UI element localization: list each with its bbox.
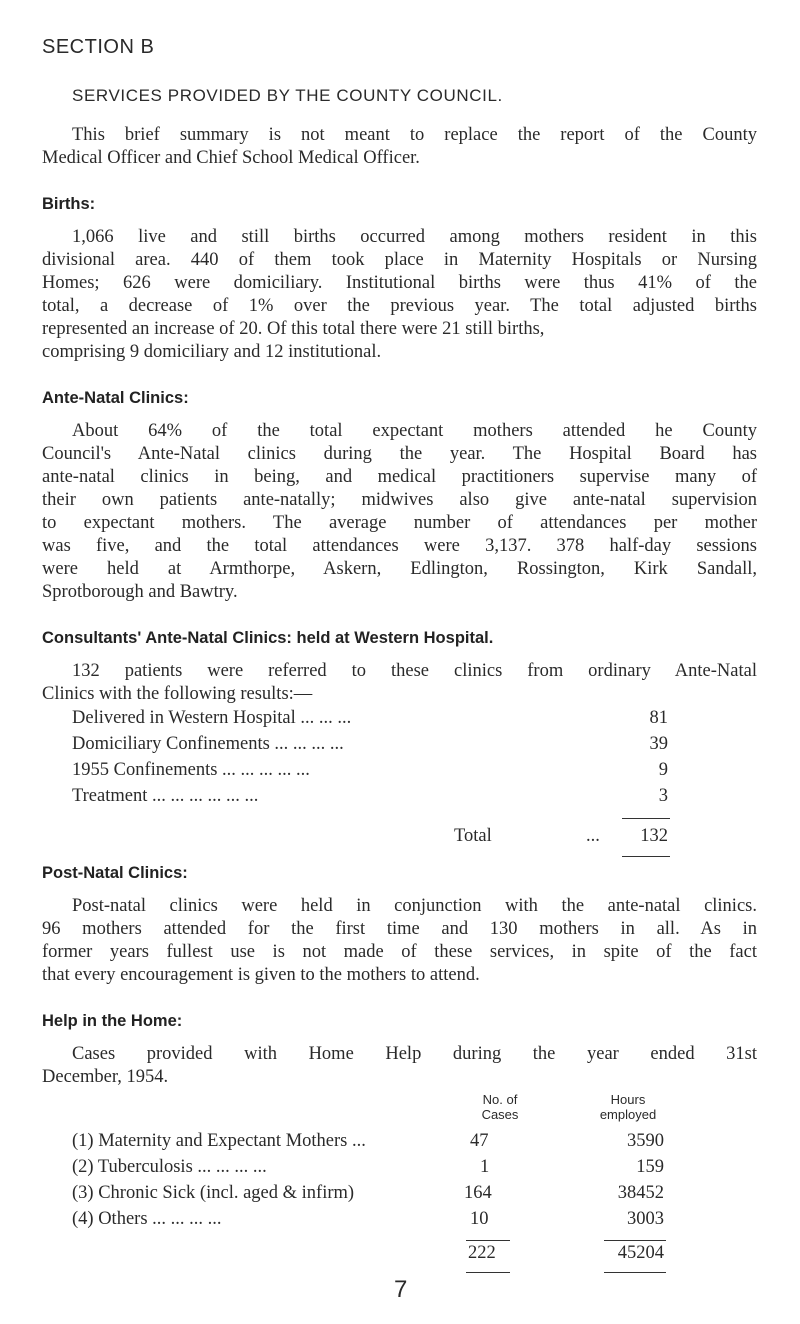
antenatal-heading: Ante-Natal Clinics: xyxy=(42,389,189,407)
results-row-value: 3 xyxy=(658,786,668,806)
births-line: divisional area. 440 of them took place in Maternity Hospitals or Nursing xyxy=(42,250,757,270)
antenatal-line: Sprotborough and Bawtry. xyxy=(42,582,238,602)
homehelp-row-label: (1) Maternity and Expectant Mothers ... xyxy=(72,1131,366,1151)
col-header-cases: No. of Cases xyxy=(481,1092,519,1122)
postnatal-heading: Post-Natal Clinics: xyxy=(42,864,188,882)
results-row-label: 1955 Confinements ... ... ... ... ... xyxy=(72,760,310,780)
intro-line: Medical Officer and Chief School Medical Officer. xyxy=(42,148,420,168)
total-value: 132 xyxy=(640,826,668,846)
intro-line: This brief summary is not meant to replace the report of the County xyxy=(72,125,757,145)
homehelp-line: December, 1954. xyxy=(42,1067,169,1087)
col-header-hours: Hours employed xyxy=(599,1092,657,1122)
total-dots: ... xyxy=(586,826,600,846)
births-line: represented an increase of 20. Of this total there were 21 still births, xyxy=(42,319,545,339)
consultants-line: 132 patients were referred to these clinics from ordinary Ante-Natal xyxy=(72,661,757,681)
homehelp-row-label: (4) Others ... ... ... ... xyxy=(72,1209,222,1229)
section-label: SECTION B xyxy=(42,36,155,58)
postnatal-line: 96 mothers attended for the first time and 130 mothers in all. As in xyxy=(42,919,757,939)
homehelp-row-hours: 38452 xyxy=(617,1183,664,1203)
homehelp-row-hours: 159 xyxy=(636,1157,664,1177)
homehelp-row-cases: 10 xyxy=(470,1209,489,1229)
births-line: total, a decrease of 1% over the previous year. The total adjusted births xyxy=(42,296,757,316)
antenatal-line: About 64% of the total expectant mothers attended he County xyxy=(72,421,757,441)
homehelp-row-cases: 1 xyxy=(480,1157,490,1177)
homehelp-row-hours: 3590 xyxy=(627,1131,664,1151)
total-rule xyxy=(622,856,670,857)
homehelp-row-label: (3) Chronic Sick (incl. aged & infirm) xyxy=(72,1183,355,1203)
antenatal-line: ante-natal clinics in being, and medical practitioners supervise many of xyxy=(42,467,757,487)
homehelp-line: Cases provided with Home Help during the year ended 31st xyxy=(72,1044,757,1064)
antenatal-line: was five, and the total attendances were 3,137. 378 half-day sessions xyxy=(42,536,757,556)
antenatal-line: Council's Ante-Natal clinics during the year. The Hospital Board has xyxy=(42,444,757,464)
homehelp-row-cases: 47 xyxy=(470,1131,489,1151)
births-line: Homes; 626 were domiciliary. Institutional births were thus 41% of the xyxy=(42,273,757,293)
births-heading: Births: xyxy=(42,195,96,213)
page-number: 7 xyxy=(394,1276,408,1303)
subtotal-rule xyxy=(622,818,670,819)
antenatal-line: to expectant mothers. The average number of attendances per mother xyxy=(42,513,757,533)
results-row-label: Treatment ... ... ... ... ... ... xyxy=(72,786,259,806)
postnatal-line: former years fullest use is not made of these services, in spite of the fact xyxy=(42,942,757,962)
homehelp-heading: Help in the Home: xyxy=(42,1012,183,1030)
antenatal-line: were held at Armthorpe, Askern, Edlington, Rossington, Kirk Sandall, xyxy=(42,559,757,579)
page-title: SERVICES PROVIDED BY THE COUNTY COUNCIL. xyxy=(72,86,503,105)
consultants-line: Clinics with the following results:— xyxy=(42,684,313,704)
hours-subtotal-rule xyxy=(604,1240,666,1241)
results-row-value: 9 xyxy=(658,760,668,780)
cases-total-rule xyxy=(466,1272,510,1273)
homehelp-row-label: (2) Tuberculosis ... ... ... ... xyxy=(72,1157,267,1177)
births-line: 1,066 live and still births occurred among mothers resident in this xyxy=(72,227,757,247)
homehelp-total-cases: 222 xyxy=(468,1243,496,1263)
homehelp-total-hours: 45204 xyxy=(617,1243,664,1263)
homehelp-row-cases: 164 xyxy=(464,1183,492,1203)
postnatal-line: that every encouragement is given to the mothers to attend. xyxy=(42,965,480,985)
total-label: Total xyxy=(454,826,492,846)
results-row-label: Delivered in Western Hospital ... ... ... xyxy=(72,708,352,728)
results-row-label: Domiciliary Confinements ... ... ... ... xyxy=(72,734,344,754)
births-line: comprising 9 domiciliary and 12 institutional. xyxy=(42,342,382,362)
antenatal-line: their own patients ante-natally; midwives also give ante-natal supervision xyxy=(42,490,757,510)
results-row-value: 81 xyxy=(649,708,668,728)
cases-subtotal-rule xyxy=(466,1240,510,1241)
homehelp-row-hours: 3003 xyxy=(627,1209,664,1229)
postnatal-line: Post-natal clinics were held in conjunction with the ante-natal clinics. xyxy=(72,896,757,916)
results-row-value: 39 xyxy=(649,734,668,754)
hours-total-rule xyxy=(604,1272,666,1273)
consultants-heading: Consultants' Ante-Natal Clinics: held at Western Hospital. xyxy=(42,629,494,647)
